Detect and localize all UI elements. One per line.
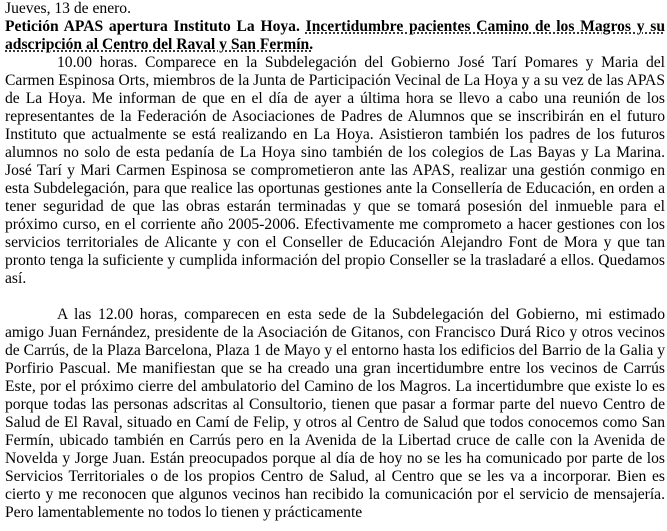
document-date: Jueves, 13 de enero. — [5, 0, 132, 17]
document-page — [5, 0, 665, 522]
heading-part-2: Incertidumbre pacientes Camino de los Magros y su adscripción al Centro del Raval y San Fermín. — [5, 18, 666, 53]
heading-part-1: Petición APAS apertura Instituto La Hoya. — [5, 18, 300, 35]
document-heading — [5, 18, 665, 54]
paragraph-2: A las 12.00 horas, comparecen en esta sede de la Subdelegación del Gobierno, mi estimado amigo Juan Fernández, presidente de la Asociación de Gitanos, con Francisco Durá Rico y otros vecinos de Carrús, de la Plaza Barcelona, Plaza 1 de Mayo y el entorno hasta los edificios del Barrio de la Galia y Porfirio Pascual. Me manifiestan que se ha creado una gran incertidumbre entre los vecinos de Carrús Este, por el próximo cierre del ambulatorio del Camino de los Magros. La incertidumbre que existe lo es porque todas las personas adscritas al Consultorio, tienen que pasar a formar parte del nuevo Centro de Salud de El Raval, situado en Camí de Felip, y otros al Centro de Salud que todos conocemos como San Fermín, ubicado también en Carrús pero en la Avenida de la Libertad cruce de calle con la Avenida de Novelda y Jorge Juan. Están preocupados porque al día de hoy no se les ha comunicado por parte de los Servicios Territoriales o de los propios Centro de Salud, al Centro que se les va a incorporar. Bien es cierto y me reconocen que algunos vecinos han recibido la comunicación por el servicio de mensajería. Pero lamentablemente no todos lo tienen y prácticamente — [5, 306, 665, 521]
paragraph-1: 10.00 horas. Comparece en la Subdelegación del Gobierno José Tarí Pomares y Maria del Carmen Espinosa Orts, miembros de la Junta de Participación Vecinal de La Hoya y a su vez de las APAS de La Hoya. Me informan de que en el día de ayer a última hora se llevo a cabo una reunión de los representantes de la Federación de Asociaciones de Padres de Alumnos que se inscribirán en el futuro Instituto que actualmente se está realizando en La Hoya. Asistieron también los padres de los futuros alumnos no solo de esta pedanía de La Hoya sino también de los colegios de Las Bayas y La Marina. José Tarí y Mari Carmen Espinosa se comprometieron ante las APAS, realizar una gestión conmigo en esta Subdelegación, para que realice las oportunas gestiones ante la Consellería de Educación, en orden a tener seguridad de que las obras estarán terminadas y que se tomará posesión del inmueble para el próximo curso, en el corriente año 2005-2006. Efectivamente me comprometo a hacer gestiones con los servicios territoriales de Alicante y con el Conseller de Educación Alejandro Font de Mora y que tan pronto tenga la suficiente y cumplida información del propio Conseller se la trasladaré a ellos. Quedamos así. — [5, 54, 665, 287]
paragraph-spacer — [5, 288, 665, 306]
